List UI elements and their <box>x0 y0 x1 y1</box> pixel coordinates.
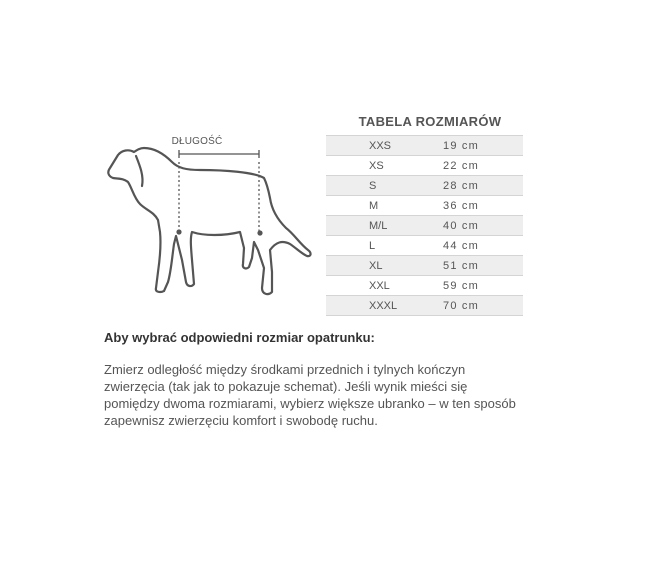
length-cell: 36 cm <box>443 199 479 212</box>
table-row <box>326 196 523 216</box>
table-row <box>326 136 523 156</box>
size-table-title: TABELA ROZMIARÓW <box>358 114 502 129</box>
table-row <box>326 296 523 316</box>
rear-leg-point <box>257 230 262 235</box>
table-row <box>326 276 523 296</box>
length-cell: 40 cm <box>443 219 479 232</box>
size-cell: M <box>369 199 379 212</box>
size-cell: XS <box>369 159 384 172</box>
length-label: DŁUGOŚĆ <box>171 136 223 147</box>
size-cell: S <box>369 179 377 192</box>
size-cell: XXL <box>369 279 390 292</box>
table-row <box>326 156 523 176</box>
size-table <box>326 135 523 316</box>
instructions-heading: Aby wybrać odpowiedni rozmiar opatrunku: <box>104 330 375 345</box>
dog-silhouette-icon <box>104 132 312 302</box>
length-cell: 22 cm <box>443 159 479 172</box>
length-cell: 59 cm <box>443 279 479 292</box>
length-cell: 19 cm <box>443 139 479 152</box>
table-row <box>326 176 523 196</box>
length-cell: 51 cm <box>443 259 479 272</box>
size-cell: XXS <box>369 139 392 152</box>
size-cell: L <box>369 239 376 252</box>
size-cell: M/L <box>369 219 388 232</box>
front-leg-point <box>176 229 181 234</box>
table-row <box>326 256 523 276</box>
length-cell: 28 cm <box>443 179 479 192</box>
table-row <box>326 216 523 236</box>
dog-measurement-diagram <box>104 132 312 302</box>
size-cell: XXXL <box>369 299 398 312</box>
length-cell: 70 cm <box>443 299 479 312</box>
length-bracket <box>179 150 259 231</box>
instructions-body: Zmierz odległość między środkami przednich i tylnych kończyn zwierzęcia (tak jak to pokazuje schemat). Jeśli wynik mieści się pomiędzy dwoma rozmiarami, wybierz większe ubranko – w ten sposób zapewnisz zwierzęciu komfort i swobodę ruchu. <box>104 362 516 428</box>
table-row <box>326 236 523 256</box>
length-cell: 44 cm <box>443 239 479 252</box>
size-cell: XL <box>369 259 383 272</box>
